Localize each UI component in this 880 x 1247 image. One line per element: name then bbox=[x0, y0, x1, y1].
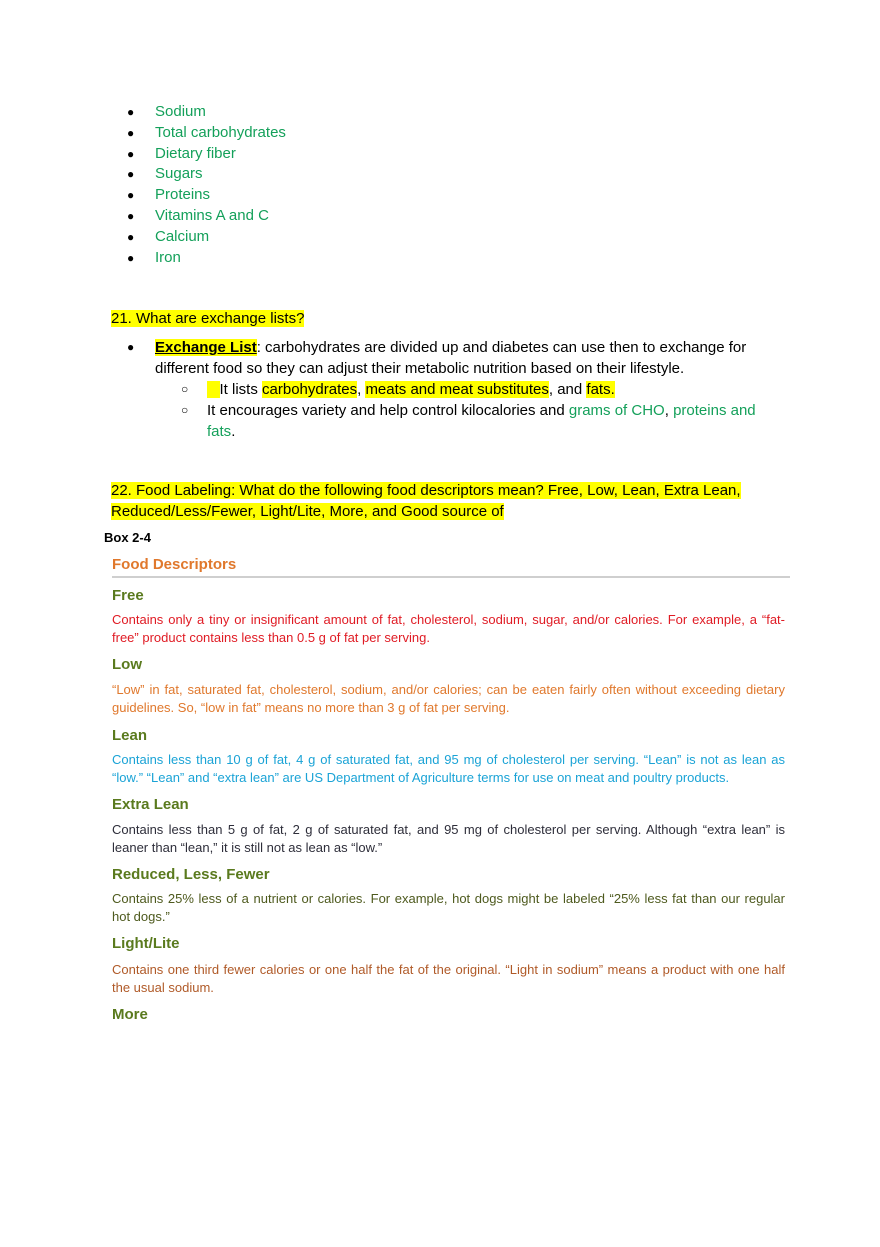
question-21 bbox=[111, 308, 304, 329]
exchange-list-term: Exchange List bbox=[155, 339, 257, 356]
descriptor-text: Contains less than 5 g of fat, 2 g of saturated fat, and 95 mg of cholesterol per serving. Although “extra lean” is leaner than “lean,” it is still not as lean as “low.” bbox=[112, 822, 785, 855]
list-item: ● Total carbohydrates bbox=[127, 123, 286, 144]
circle-bullet-icon: ○ bbox=[181, 403, 189, 417]
descriptor-text: “Low” in fat, saturated fat, cholesterol, sodium, and/or calories; can be eaten fairly often without exceeding dietary guidelines. So, “low in fat” means no more than 3 g of fat per serving. bbox=[112, 682, 785, 715]
descriptor-text: Contains less than 10 g of fat, 4 g of saturated fat, and 95 mg of cholesterol per serving. “Lean” is not as lean as “low.” “Lean” and “extra lean” are US Department of Agriculture terms for use on meat and poultry products. bbox=[112, 752, 785, 785]
descriptor-text: Contains only a tiny or insignificant amount of fat, cholesterol, sodium, sugar, and/or calories. For example, a “fat-free” product contains less than 0.5 g of fat per serving. bbox=[112, 612, 785, 645]
nutrient-list bbox=[127, 102, 286, 268]
descriptor-heading: Extra Lean bbox=[112, 796, 189, 813]
descriptor-heading: Free bbox=[112, 587, 144, 604]
descriptor-text: Contains one third fewer calories or one half the fat of the original. “Light in sodium” means a product with one half the usual sodium. bbox=[112, 962, 785, 995]
list-item: ● Dietary fiber bbox=[127, 144, 286, 165]
question-22 bbox=[111, 480, 791, 522]
descriptor-heading: Lean bbox=[112, 727, 148, 744]
list-item: ● Proteins bbox=[127, 185, 286, 206]
list-item: ● Sugars bbox=[127, 164, 286, 185]
descriptor-heading: Light/Lite bbox=[112, 935, 180, 952]
bullet-icon: ● bbox=[127, 340, 135, 354]
descriptor-text: Contains 25% less of a nutrient or calories. For example, hot dogs might be labeled “25% less fat than our regular hot dogs.” bbox=[112, 891, 785, 924]
food-descriptors-panel bbox=[112, 555, 790, 578]
box-label: Box 2-4 bbox=[104, 530, 151, 545]
exchange-list-bullet bbox=[127, 337, 787, 379]
list-item: ● Vitamins A and C bbox=[127, 206, 286, 227]
descriptor-heading: More bbox=[112, 1006, 148, 1023]
circle-bullet-icon: ○ bbox=[181, 382, 189, 396]
exchange-sub-item-2: ○ It encourages variety and help control kilocalories and grams of CHO, proteins and fats. bbox=[181, 402, 756, 440]
exchange-sub-item-1: ○ It lists carbohydrates, meats and meat substitutes, and fats. bbox=[181, 381, 615, 398]
exchange-list-definition: : carbohydrates are divided up and diabetes can use then to exchange for different food so they can adjust their metabolic nutrition based on their lifestyle. bbox=[155, 339, 747, 377]
list-item: ● Iron bbox=[127, 248, 286, 269]
panel-title: Food Descriptors bbox=[112, 555, 790, 578]
question-21-text: 21. What are exchange lists? bbox=[111, 310, 305, 327]
list-item: ● Sodium bbox=[127, 102, 286, 123]
descriptor-heading: Low bbox=[112, 656, 142, 673]
question-22-text: 22. Food Labeling: What do the following food descriptors mean? Free, Low, Lean, Extra Lean, Reduced/Less/Fewer, Light/Lite, More, and Good source of bbox=[111, 482, 741, 520]
list-item: ● Calcium bbox=[127, 227, 286, 248]
descriptor-heading: Reduced, Less, Fewer bbox=[112, 866, 270, 883]
